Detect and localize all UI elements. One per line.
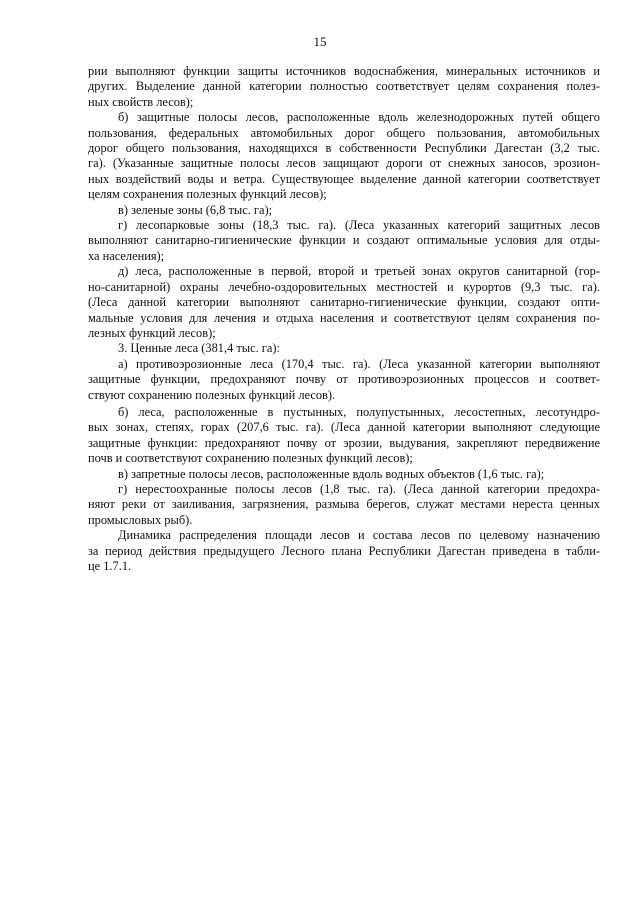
text-line: б) леса, расположенные в пустынных, полупустынных, лесостепных, лесотундро- [118, 404, 600, 419]
text-line: вых зонах, степях, горах (207,6 тыс. га). (Леса данной категории выполняют следующие [88, 420, 600, 435]
text-line: 3. Ценные леса (381,4 тыс. га): [118, 341, 280, 356]
text-line: г) нерестоохранные полосы лесов (1,8 тыс. га). (Леса данной категории предохра- [118, 481, 600, 496]
page-number: 15 [313, 34, 327, 49]
text-line: почв и соответствуют сохранению полезных функций лесов); [88, 451, 413, 466]
text-line: защитные функции, предохраняют почву от противоэрозионных процессов и соответ- [88, 372, 600, 387]
text-line: (Леса данной категории выполняют санитарно-гигиенические функции, создают опти- [88, 295, 600, 310]
text-line: ных свойств лесов); [88, 94, 194, 109]
text-line: га). (Указанные защитные полосы лесов защищают дороги от снежных заносов, эрозион- [88, 156, 600, 171]
text-line: ствуют сохранению полезных функций лесов). [88, 387, 336, 402]
text-line: защитные функции: предохраняют почву от эрозии, выдувания, закрепляют передвижение [88, 435, 600, 450]
text-line: а) противоэрозионные леса (170,4 тыс. га). (Леса указанной категории выполняют [118, 356, 600, 371]
text-line: це 1.7.1. [88, 559, 132, 573]
text-line: выполняют санитарно-гигиенические функции и создают оптимальные условия для отды- [88, 233, 600, 248]
text-line: пользования, федеральных автомобильных дорог общего пользования, автомобильных [88, 125, 600, 140]
text-line: в) запретные полосы лесов, расположенные вдоль водных объектов (1,6 тыс. га); [118, 466, 545, 481]
text-line: мальные условия для лечения и отдыха населения и соответствуют целям сохранения по- [88, 310, 600, 325]
text-line: г) лесопарковые зоны (18,3 тыс. га). (Леса указанных категорий защитных лесов [118, 218, 600, 233]
text-line: б) защитные полосы лесов, расположенные вдоль железнодорожных путей общего [118, 110, 600, 125]
document-body [88, 64, 600, 574]
text-line: но-санитарной) охраны лечебно-оздоровительных местностей и курортов (9,3 тыс. га). [88, 279, 600, 294]
text-line: других. Выделение данной категории полностью соответствует целям сохранения полез- [88, 79, 600, 94]
text-line: ха населения); [88, 248, 165, 263]
text-line: в) зеленые зоны (6,8 тыс. га); [118, 202, 273, 217]
text-line: рии выполняют функции защиты источников водоснабжения, минеральных источников и [88, 64, 600, 78]
text-line: дорог общего пользования, находящихся в собственности Республики Дагестан (3,2 тыс. [88, 141, 600, 156]
text-line: промысловых рыб). [88, 512, 193, 527]
text-line: лезных функций лесов); [88, 325, 216, 340]
text-line: за период действия предыдущего Лесного плана Республики Дагестан приведена в табли- [88, 543, 600, 558]
text-line: ных воздействий воды и ветра. Существующее выделение данной категории соответствует [88, 171, 600, 186]
text-line: няют реки от заиливания, загрязнения, размыва берегов, служат местами нереста ценных [88, 497, 600, 512]
text-line: целям сохранения полезных функций лесов); [88, 187, 327, 202]
text-line: Динамика распределения площади лесов и состава лесов по целевому назначению [118, 528, 600, 543]
text-line: д) леса, расположенные в первой, второй и третьей зонах округов санитарной (гор- [118, 264, 600, 279]
